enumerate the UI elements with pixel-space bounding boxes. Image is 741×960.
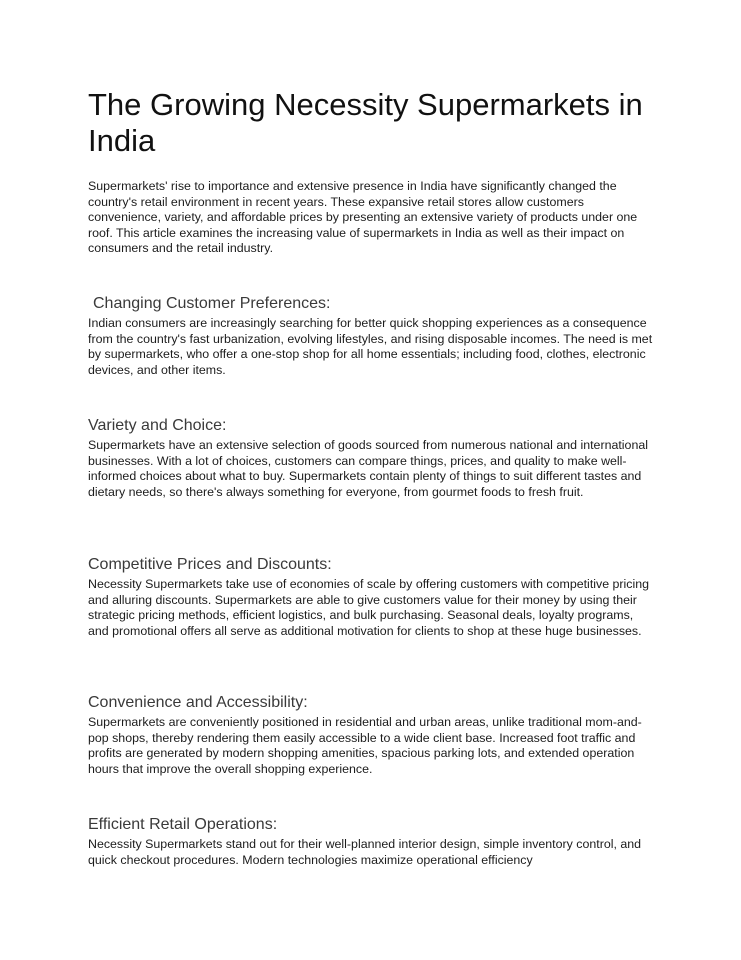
section-paragraph: Necessity Supermarkets take use of economies of scale by offering customers with competitive pricing and alluring discounts. Supermarkets are able to give customers value for their money by using their strategic pricing methods, efficient logistics, and bulk purchasing. Seasonal deals, loyalty programs, and promotional offers all serve as additional motivation for clients to shop at these huge businesses. <box>88 577 650 638</box>
section-changing-customer-preferences <box>88 294 654 378</box>
document-title: The Growing Necessity Supermarkets in India <box>88 87 643 158</box>
section-variety-and-choice <box>88 416 654 500</box>
section-heading: Variety and Choice: <box>88 417 227 434</box>
section-heading: Competitive Prices and Discounts: <box>88 556 332 573</box>
section-paragraph: Supermarkets have an extensive selection of goods sourced from numerous national and international businesses. With a lot of choices, customers can compare things, prices, and quality to make well-informed choices about what to buy. Supermarkets contain plenty of things to suit different tastes and dietary needs, so there's always something for everyone, from gourmet foods to fresh fruit. <box>88 438 648 499</box>
section-efficient-retail-operations <box>88 815 654 868</box>
section-convenience-accessibility <box>88 693 654 777</box>
section-paragraph: Necessity Supermarkets stand out for their well-planned interior design, simple inventory control, and quick checkout procedures. Modern technologies maximize operational efficiency <box>88 837 642 867</box>
section-paragraph: Indian consumers are increasingly searching for better quick shopping experiences as a consequence from the country's fast urbanization, evolving lifestyles, and rising disposable incomes. The need is met by supermarkets, who offer a one-stop shop for all home essentials; including food, clothes, electronic devices, and other items. <box>88 316 653 377</box>
intro-paragraph: Supermarkets' rise to importance and extensive presence in India have significantly changed the country's retail environment in recent years. These expansive retail stores allow customers convenience, variety, and affordable prices by presenting an extensive variety of products under one roof. This article examines the increasing value of supermarkets in India as well as their impact on consumers and the retail industry. <box>88 179 638 255</box>
section-heading: Changing Customer Preferences: <box>93 295 331 312</box>
section-competitive-prices <box>88 555 654 639</box>
intro-section <box>88 179 654 257</box>
section-heading: Convenience and Accessibility: <box>88 694 308 711</box>
section-paragraph: Supermarkets are conveniently positioned in residential and urban areas, unlike traditional mom-and-pop shops, thereby rendering them easily accessible to a wide client base. Increased foot traffic and profits are generated by modern shopping amenities, spacious parking lots, and extended operation hours that improve the overall shopping experience. <box>88 715 642 776</box>
section-heading: Efficient Retail Operations: <box>88 816 278 833</box>
